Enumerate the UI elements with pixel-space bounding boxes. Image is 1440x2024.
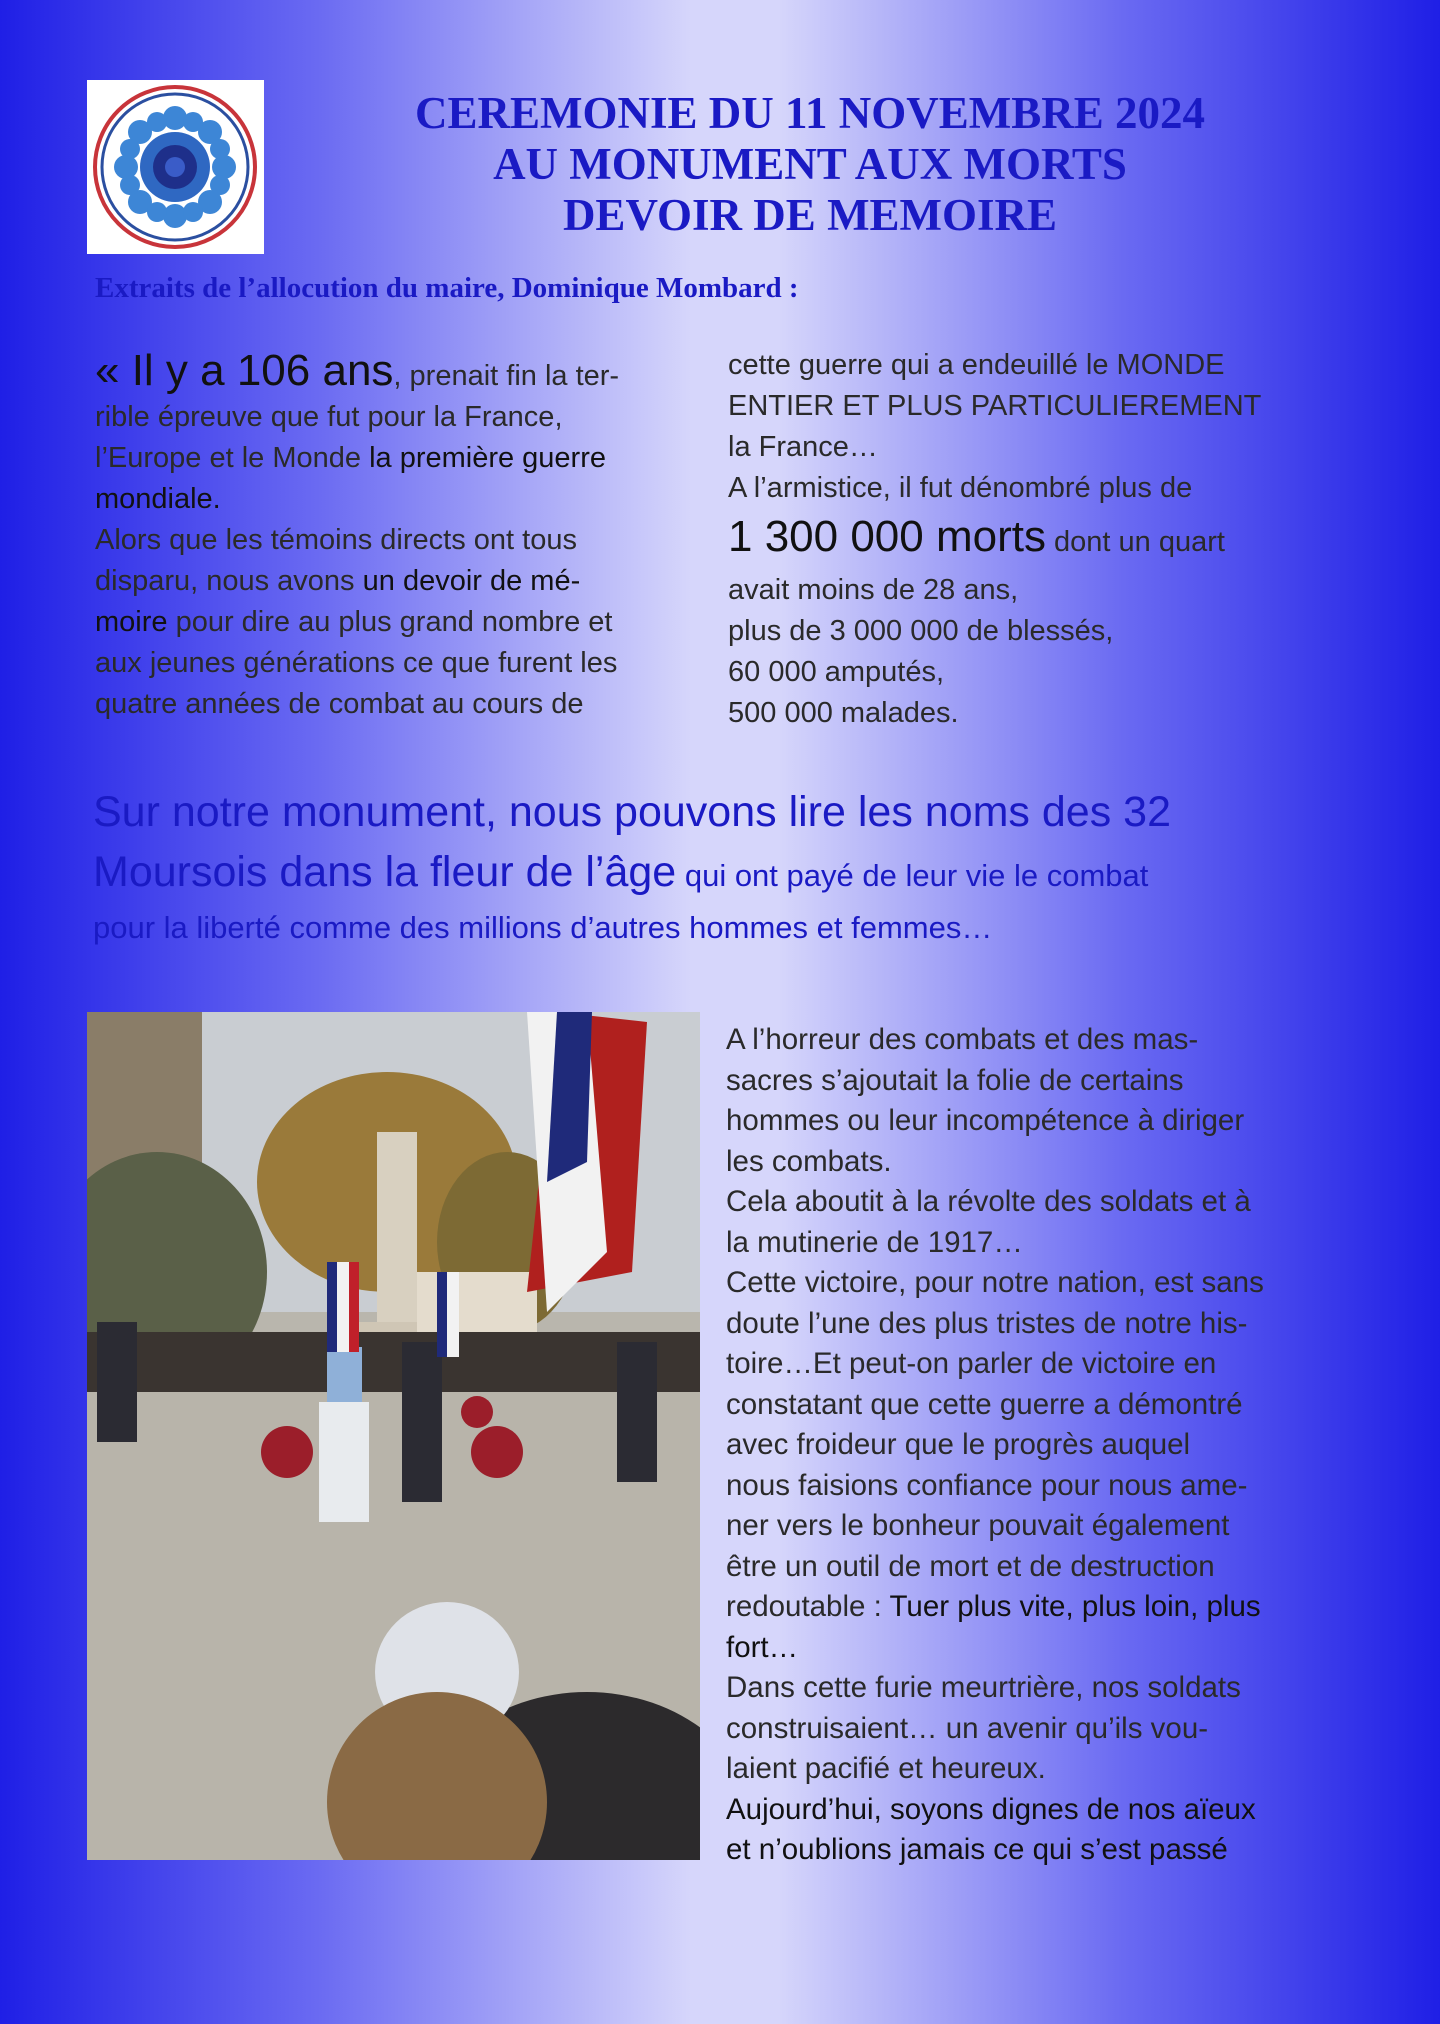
monument-text: Sur notre monument, nous pouvons lire les noms des 32 — [93, 788, 1171, 836]
intro-heading: Extraits de l’allocution du maire, Dominique Mombard : — [95, 272, 799, 304]
speech-text: Dans cette furie meurtrière, nos soldats — [726, 1671, 1241, 1704]
speech-emphasis: moire — [95, 606, 168, 638]
speech-text: disparu, nous avons — [95, 565, 363, 597]
speech-column-left — [95, 346, 715, 725]
speech-text: les combats. — [726, 1144, 892, 1178]
speech-text: rible épreuve que fut pour la France, — [95, 401, 563, 433]
speech-text: sacres s’ajoutait la folie de certains — [726, 1063, 1184, 1097]
speech-emphasis: fort… — [726, 1630, 799, 1664]
speech-text: doute l’une des plus tristes de notre his- — [726, 1306, 1248, 1340]
speech-text: constatant que cette guerre a démontré — [726, 1387, 1243, 1421]
speech-text: quatre années de combat au cours de — [95, 688, 584, 720]
speech-text: , prenait fin la ter- — [393, 360, 620, 392]
speech-text: A l’horreur des combats et des mas- — [726, 1023, 1199, 1056]
speech-text: la mutinerie de 1917… — [726, 1225, 1023, 1259]
speech-text: pour dire au plus grand nombre et — [167, 606, 613, 638]
speech-text: hommes ou leur incompétence à diriger — [726, 1104, 1245, 1137]
speech-text: la France… — [728, 431, 878, 463]
speech-text: redoutable : — [726, 1590, 890, 1623]
speech-text: laient pacifié et heureux. — [726, 1752, 1046, 1785]
speech-emphasis: un devoir de mé- — [362, 565, 581, 597]
bleuet-de-france-logo — [87, 80, 264, 254]
title-line: DEVOIR DE MEMOIRE — [562, 190, 1058, 240]
speech-text: plus de 3 000 000 de blessés, — [728, 615, 1114, 647]
speech-text: ENTIER ET PLUS PARTICULIEREMENT — [728, 390, 1262, 422]
monument-text: pour la liberté comme des millions d’autres hommes et femmes… — [93, 910, 993, 945]
speech-highlight: « Il y a 106 ans — [95, 346, 394, 395]
speech-text: toire…Et peut-on parler de victoire en — [726, 1347, 1217, 1380]
speech-highlight: 1 300 000 morts — [728, 512, 1046, 561]
speech-text: avait moins de 28 ans, — [728, 574, 1019, 606]
speech-text: être un outil de mort et de destruction — [726, 1549, 1215, 1583]
monument-text: qui ont payé de leur vie le combat — [676, 858, 1149, 893]
speech-text: dont un quart — [1045, 526, 1225, 558]
speech-text: 60 000 amputés, — [728, 656, 945, 688]
page-title — [300, 88, 1320, 241]
speech-column-bottom — [726, 1020, 1366, 1871]
speech-text: cette guerre qui a endeuillé le MONDE — [728, 349, 1225, 381]
speech-emphasis: et n’oublions jamais ce qui s’est passé — [726, 1833, 1228, 1866]
speech-text: avec froideur que le progrès auquel — [726, 1428, 1191, 1461]
speech-emphasis: mondiale. — [95, 483, 221, 515]
speech-text: A l’armistice, il fut dénombré plus de — [728, 472, 1193, 504]
speech-emphasis: Tuer plus vite, plus loin, plus — [889, 1590, 1261, 1623]
speech-text: 500 000 malades. — [728, 697, 959, 729]
speech-emphasis: Aujourd’hui, soyons dignes de nos aïeux — [726, 1792, 1256, 1826]
speech-text: aux jeunes générations ce que furent les — [95, 647, 618, 679]
speech-text: ner vers le bonheur pouvait également — [726, 1509, 1230, 1542]
speech-text: l’Europe et le Monde — [95, 442, 370, 474]
speech-text: construisaient… un avenir qu’ils vou- — [726, 1711, 1209, 1745]
speech-text: Cette victoire, pour notre nation, est sans — [726, 1266, 1264, 1299]
title-line: CEREMONIE DU 11 NOVEMBRE 2024 — [414, 88, 1206, 138]
monument-text: Moursois dans la fleur de l’âge — [93, 848, 677, 896]
ceremony-photo — [87, 1012, 700, 1860]
speech-text: Cela aboutit à la révolte des soldats et à — [726, 1185, 1251, 1218]
speech-column-right — [728, 345, 1348, 734]
speech-text: Alors que les témoins directs ont tous — [95, 524, 577, 556]
speech-text: nous faisions confiance pour nous ame- — [726, 1468, 1248, 1502]
monument-paragraph — [93, 782, 1353, 950]
speech-emphasis: la première guerre — [369, 442, 607, 474]
title-line: AU MONUMENT AUX MORTS — [493, 139, 1127, 189]
